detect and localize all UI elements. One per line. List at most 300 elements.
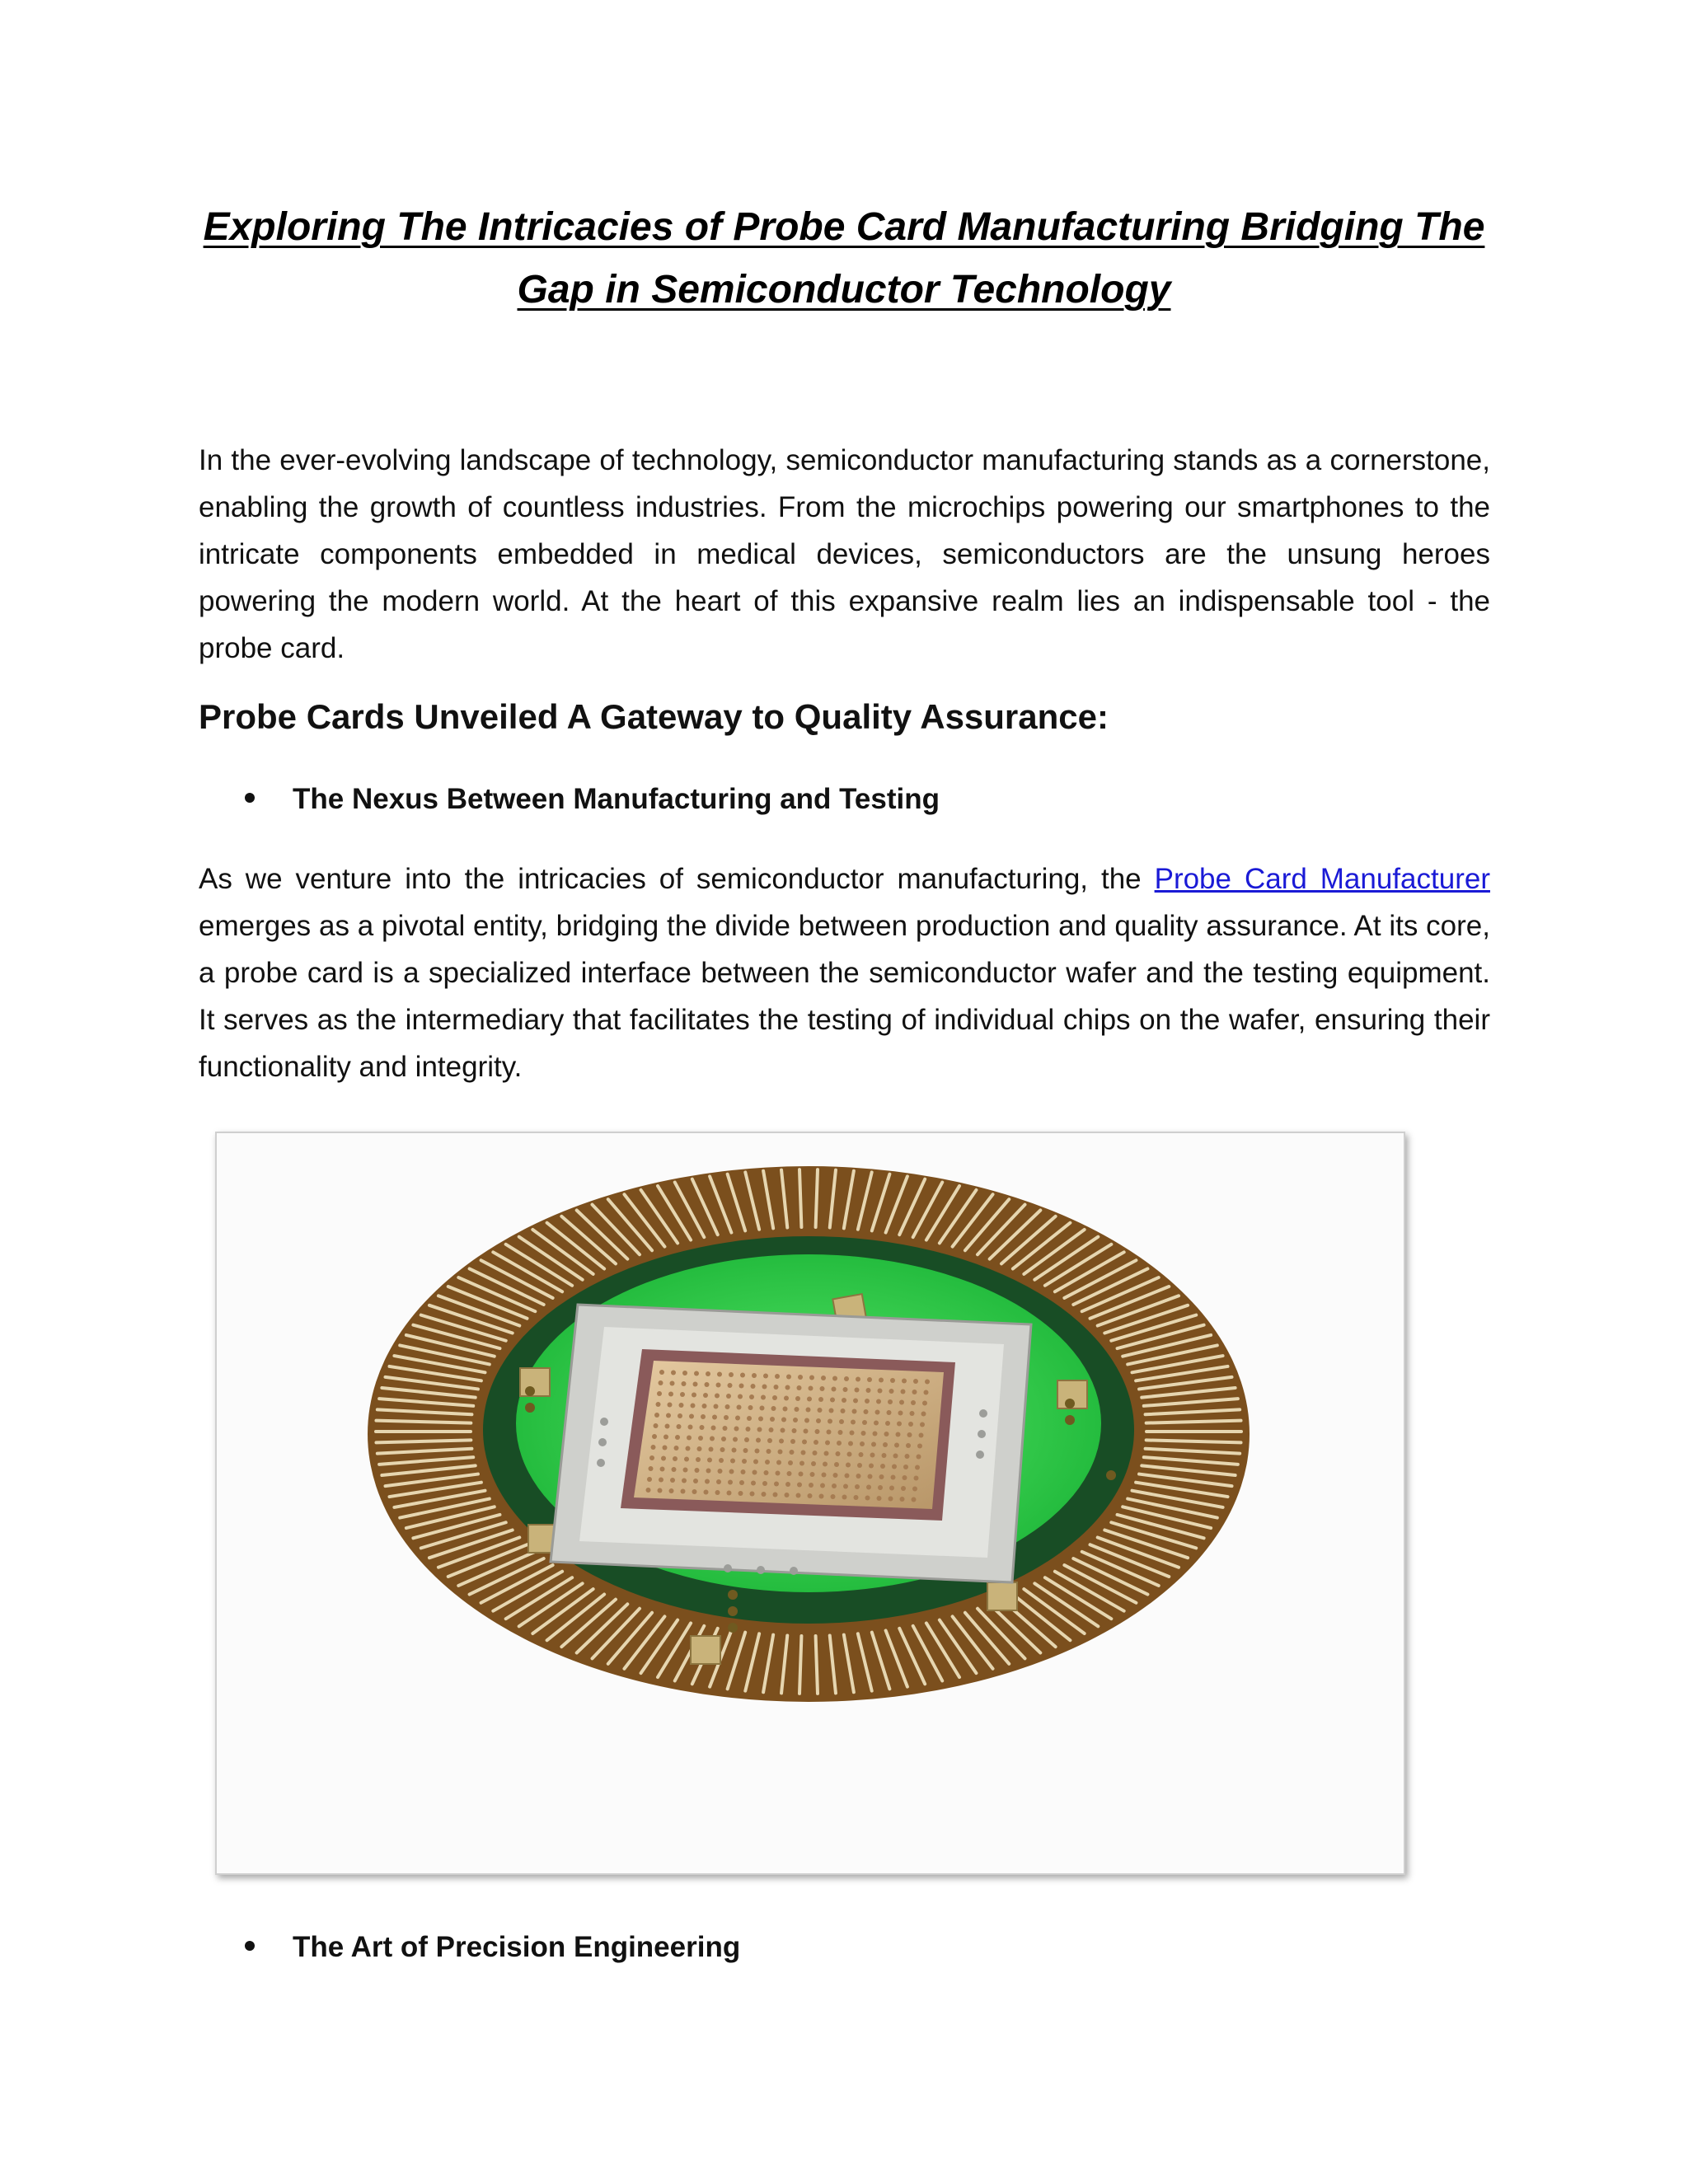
contact-pad [678,1413,682,1418]
contact-pad [737,1405,742,1410]
contact-pad [666,1413,671,1418]
bullet-item-nexus [245,783,940,816]
contact-pad [889,1389,894,1394]
contact-pad [917,1455,921,1460]
contact-pad [802,1440,807,1445]
contact-pad [793,1418,798,1422]
contact-pad [820,1386,825,1391]
contact-pad [847,1452,852,1457]
contact-pad [906,1443,911,1448]
contact-pad [741,1469,746,1474]
contact-pad [842,1495,847,1500]
contact-pad [878,1389,883,1394]
contact-pad [693,1382,698,1387]
probe-pin [799,1169,801,1227]
contact-pad [747,1416,752,1421]
contact-pad [660,1467,665,1472]
contact-pad [864,1409,869,1414]
contact-pad [870,1453,875,1458]
contact-pad [852,1409,857,1414]
contact-pad [765,1460,770,1465]
contact-pad [865,1399,870,1404]
contact-pad [867,1377,872,1382]
contact-pad [767,1449,771,1454]
contact-pad [716,1479,721,1484]
contact-pad [890,1378,895,1383]
probe-card-manufacturer-link[interactable]: Probe Card Manufacturer [1154,863,1490,895]
contact-pad [856,1377,860,1382]
contact-pad [738,1394,743,1399]
contact-pad [663,1435,668,1440]
contact-pad [888,1399,893,1404]
contact-pad [668,1392,673,1397]
paragraph-text: emerges as a pivotal entity, bridging the divide between production and quality assurance. At its core, a probe card is a specialized interface between the semiconductor wafer and the testing equipment. It serves as the intermediary that facilitates the testing of individual chips on the wafer, ensuring their functionality and integrity. [199,910,1490,1083]
contact-pad [917,1444,922,1449]
contact-pad [818,1397,823,1402]
paragraph-text: As we venture into the intricacies of semiconductor manufacturing, the [199,863,1155,895]
contact-pad [687,1436,692,1441]
contact-pad [740,1373,745,1378]
contact-pad [728,1383,733,1388]
contact-pad [785,1482,790,1487]
contact-pad [710,1436,715,1441]
contact-pad [806,1408,811,1413]
contact-pad [856,1474,861,1479]
contact-pad [855,1484,860,1489]
contact-pad [693,1479,698,1483]
contact-pad [695,1468,700,1473]
contact-pad [851,1420,856,1425]
contact-pad [799,1472,804,1477]
contact-pad [891,1475,896,1480]
contact-pad [921,1412,926,1417]
contact-pad [682,1479,687,1483]
contact-pad [792,1428,797,1433]
contact-pad [850,1431,855,1436]
contact-pad [739,1480,744,1485]
contact-pad [674,1446,679,1451]
contact-pad [675,1435,680,1440]
contact-pad [820,1483,825,1488]
contact-pad [683,1468,688,1473]
contact-pad [899,1400,904,1405]
contact-pad [661,1456,666,1461]
contact-pad [651,1445,656,1450]
contact-pad [720,1447,725,1452]
bullet-text: The Art of Precision Engineering [293,1931,741,1963]
contact-pad [919,1433,924,1438]
contact-pad [790,1439,795,1444]
contact-pad [669,1488,674,1493]
contact-pad [762,1481,767,1486]
contact-pad [900,1497,905,1502]
contact-pad [715,1394,720,1399]
contact-pad [795,1396,800,1401]
contact-pad [688,1425,693,1430]
contact-pad [753,1470,757,1475]
contact-pad [795,1407,799,1412]
contact-pad [873,1432,878,1436]
contact-pad [848,1441,853,1446]
contact-pad [679,1403,684,1408]
contact-pad [843,1484,848,1489]
contact-pad [885,1421,890,1426]
probe-card-image [215,1132,1405,1875]
contact-pad [818,1408,823,1413]
contact-pad [727,1491,732,1496]
contact-pad [810,1472,815,1477]
contact-pad [659,1380,663,1385]
contact-pad [834,1462,839,1467]
contact-pad [838,1430,843,1435]
contact-pad [790,1450,795,1455]
contact-pad [874,1421,879,1426]
contact-pad [647,1477,652,1482]
bullet-item-precision [245,1931,740,1964]
contact-pad [797,1385,802,1390]
contact-pad [846,1463,851,1468]
contact-pad [730,1459,735,1464]
contact-pad [724,1415,729,1420]
contact-pad [732,1448,737,1453]
contact-pad [714,1404,719,1409]
contact-pad [738,1491,743,1496]
contact-pad [910,1411,915,1416]
contact-pad [914,1476,919,1481]
contact-pad [715,1490,720,1495]
contact-pad [701,1414,706,1419]
contact-pad [887,1410,892,1415]
contact-pad [755,1449,760,1454]
contact-pad [763,1374,768,1379]
contact-pad [671,1371,676,1376]
contact-pad [769,1427,774,1432]
contact-pad [700,1425,705,1430]
contact-pad [912,1390,917,1394]
contact-pad [723,1426,728,1431]
contact-pad [726,1394,731,1399]
contact-pad [672,1467,677,1472]
document-title: Exploring The Intricacies of Probe Card Manufacturing Bridging The Gap in Semiconductor Technology [203,205,1485,312]
contact-pad [813,1451,818,1455]
contact-pad [704,1490,709,1495]
contact-pad [705,1382,710,1387]
contact-pad [712,1415,717,1420]
contact-pad [889,1497,893,1502]
contact-pad [686,1446,691,1451]
contact-pad [861,1431,866,1436]
contact-pad [882,1453,887,1458]
contact-pad [665,1424,670,1429]
contact-pad [832,1387,837,1392]
contact-pad [903,1465,908,1469]
contact-pad [681,1489,686,1494]
contact-pad [924,1390,929,1395]
contact-pad [776,1471,781,1476]
intro-paragraph: In the ever-evolving landscape of technology, semiconductor manufacturing stands as a cornerstone, enabling the growth of countless industries. From the microchips powering our smartphones to the intricate components embedded in medical devices, semiconductors are the unsung heroes powering the modern world. At the heart of this expansive realm lies an indispensable tool - the probe card. [199,444,1490,664]
body-paragraph [199,855,1490,1090]
contact-pad [830,1398,835,1403]
contact-pad [868,1474,873,1479]
contact-pad [694,1371,699,1376]
contact-pad [696,1457,701,1462]
contact-pad [908,1422,913,1427]
contact-pad [705,1479,710,1484]
probe-pin [816,1636,818,1694]
contact-pad [703,1393,708,1398]
contact-pad [654,1413,659,1418]
contact-pad [658,1488,663,1493]
contact-pad [751,1384,756,1389]
contact-pad [889,1486,894,1491]
contact-pad [711,1426,716,1431]
contact-pad [911,1400,916,1405]
contact-pad [797,1483,802,1488]
contact-pad [903,1475,907,1480]
contact-pad [875,1410,880,1415]
contact-pad [829,1408,834,1413]
contact-pad [883,1442,888,1447]
contact-pad [706,1469,711,1474]
contact-pad [799,1461,804,1466]
bullet-text: The Nexus Between Manufacturing and Testing [293,783,940,815]
contact-pad [920,1422,925,1427]
contact-pad [742,1459,747,1464]
contact-pad [896,1432,901,1437]
contact-pad [649,1455,654,1460]
contact-pad [692,1489,697,1494]
contact-pad [788,1460,793,1465]
contact-pad [815,1429,820,1434]
contact-pad [781,1428,785,1433]
contact-pad [804,1429,809,1434]
contact-pad [824,1451,829,1456]
contact-pad [677,1424,682,1429]
contact-pad [853,1399,858,1404]
contact-pad [801,1451,806,1455]
contact-pad [776,1460,781,1465]
contact-pad [770,1417,775,1422]
contact-pad [902,1379,907,1384]
contact-pad [831,1494,836,1499]
section-heading: Probe Cards Unveiled A Gateway to Quality Assurance: [199,697,1109,736]
contact-pad [786,1375,791,1380]
contact-pad [809,1483,814,1488]
contact-pad [778,1450,783,1455]
contact-pad [879,1378,884,1383]
contact-pad [771,1406,776,1411]
contact-pad [809,1376,814,1380]
contact-pad [893,1454,898,1459]
contact-pad [707,1458,712,1463]
contact-pad [729,1469,734,1474]
contact-pad [892,1465,897,1469]
contact-pad [774,1482,779,1487]
contact-pad [897,1422,902,1427]
contact-pad [854,1495,859,1500]
contact-pad [857,1463,862,1468]
contact-pad [656,1402,661,1407]
contact-pad [878,1485,883,1490]
contact-pad [845,1474,850,1479]
contact-pad [796,1493,801,1498]
contact-pad [709,1447,714,1452]
contact-pad [718,1469,723,1474]
contact-pad [784,1396,789,1401]
contact-pad [827,1430,832,1435]
contact-pad [649,1466,654,1471]
contact-pad [807,1397,812,1402]
contact-pad [912,1497,917,1502]
contact-pad [877,1496,882,1501]
contact-pad [652,1434,657,1439]
contact-pad [832,1483,837,1488]
contact-pad [871,1442,876,1447]
contact-pad [761,1395,766,1400]
contact-pad [721,1436,726,1441]
bullet-dot-icon [245,793,255,803]
contact-pad [814,1440,818,1445]
contact-pad [673,1456,678,1461]
contact-pad [734,1427,739,1432]
contact-pad [698,1436,703,1441]
contact-pad [832,1376,837,1381]
contact-pad [811,1461,816,1466]
contact-pad [785,1385,790,1390]
contact-pad [894,1443,899,1448]
contact-pad [816,1418,821,1423]
contact-pad [869,1464,874,1469]
contact-pad [682,1371,687,1376]
contact-pad [866,1388,871,1393]
contact-pad [748,1405,753,1410]
contact-pad [822,1473,827,1478]
contact-pad [744,1437,749,1442]
probe-pin [816,1169,818,1227]
contact-pad [668,1403,673,1408]
contact-pad [866,1485,871,1490]
contact-pad [764,1470,769,1475]
contact-pad [922,1401,927,1406]
contact-pad [762,1385,767,1390]
contact-pad [757,1427,762,1432]
contact-pad [785,1493,790,1497]
contact-pad [659,1478,663,1483]
contact-pad [843,1387,848,1392]
contact-pad [884,1432,889,1436]
contact-pad [913,1379,918,1384]
contact-pad [753,1460,758,1465]
contact-pad [898,1411,903,1416]
contact-pad [702,1404,707,1408]
contact-pad [809,1386,814,1391]
probe-pin [799,1636,801,1694]
contact-pad [697,1446,702,1451]
contact-pad [879,1474,884,1479]
contact-pad [905,1454,910,1459]
contact-pad [680,1392,685,1397]
contact-pad [692,1393,696,1398]
contact-pad [828,1419,832,1424]
contact-pad [654,1423,659,1428]
contact-pad [743,1448,748,1453]
contact-pad [901,1390,906,1394]
contact-pad [915,1465,920,1470]
contact-pad [733,1437,738,1442]
contact-pad [767,1438,772,1443]
contact-pad [836,1451,841,1456]
contact-pad [691,1404,696,1408]
contact-pad [735,1416,740,1421]
contact-pad [787,1471,792,1476]
contact-pad [808,1493,813,1498]
contact-pad [925,1380,930,1385]
contact-pad [725,1404,730,1409]
contact-pad [860,1441,865,1446]
contact-pad [876,1399,881,1404]
contact-pad [752,1373,757,1378]
contact-pad [719,1458,724,1463]
contact-pad [670,1381,675,1386]
contact-pad [717,1372,722,1377]
contact-pad [779,1439,784,1444]
contact-pad [659,1370,664,1375]
contact-pad [746,1427,751,1432]
contact-pad [756,1438,761,1443]
contact-pad [825,1441,830,1446]
contact-pad [798,1375,803,1380]
contact-pad [751,1481,756,1486]
contact-pad [657,1391,662,1396]
contact-pad [646,1488,651,1493]
contact-pad [783,1407,788,1412]
contact-pad [880,1464,885,1469]
contact-pad [839,1419,844,1424]
contact-pad [841,1408,846,1413]
contact-pad [728,1480,733,1485]
bullet-dot-icon [245,1941,255,1951]
contact-pad [842,1398,846,1403]
contact-pad [823,1462,828,1467]
contact-pad [819,1494,824,1499]
contact-pad [781,1418,786,1422]
contact-pad [844,1376,849,1381]
contact-pad [774,1385,779,1390]
contact-pad [912,1487,917,1492]
contact-pad [749,1394,754,1399]
contact-pad [804,1418,809,1423]
contact-pad [859,1452,864,1457]
contact-pad [682,1381,687,1386]
contact-pad [901,1486,906,1491]
contact-pad [773,1493,778,1497]
contact-pad [739,1384,744,1389]
contact-pad [821,1376,826,1380]
contact-pad [907,1432,912,1437]
probe-card-illustration [217,1133,1404,1873]
contact-pad [706,1371,710,1376]
contact-pad [865,1496,870,1501]
contact-pad [775,1374,780,1379]
contact-pad [729,1372,734,1377]
contact-pad [716,1383,721,1388]
contact-pad [862,1420,867,1425]
contact-pad [837,1441,842,1446]
contact-pad [760,1406,765,1411]
contact-pad [855,1388,860,1393]
contact-pad [833,1473,838,1478]
contact-pad [758,1417,763,1422]
